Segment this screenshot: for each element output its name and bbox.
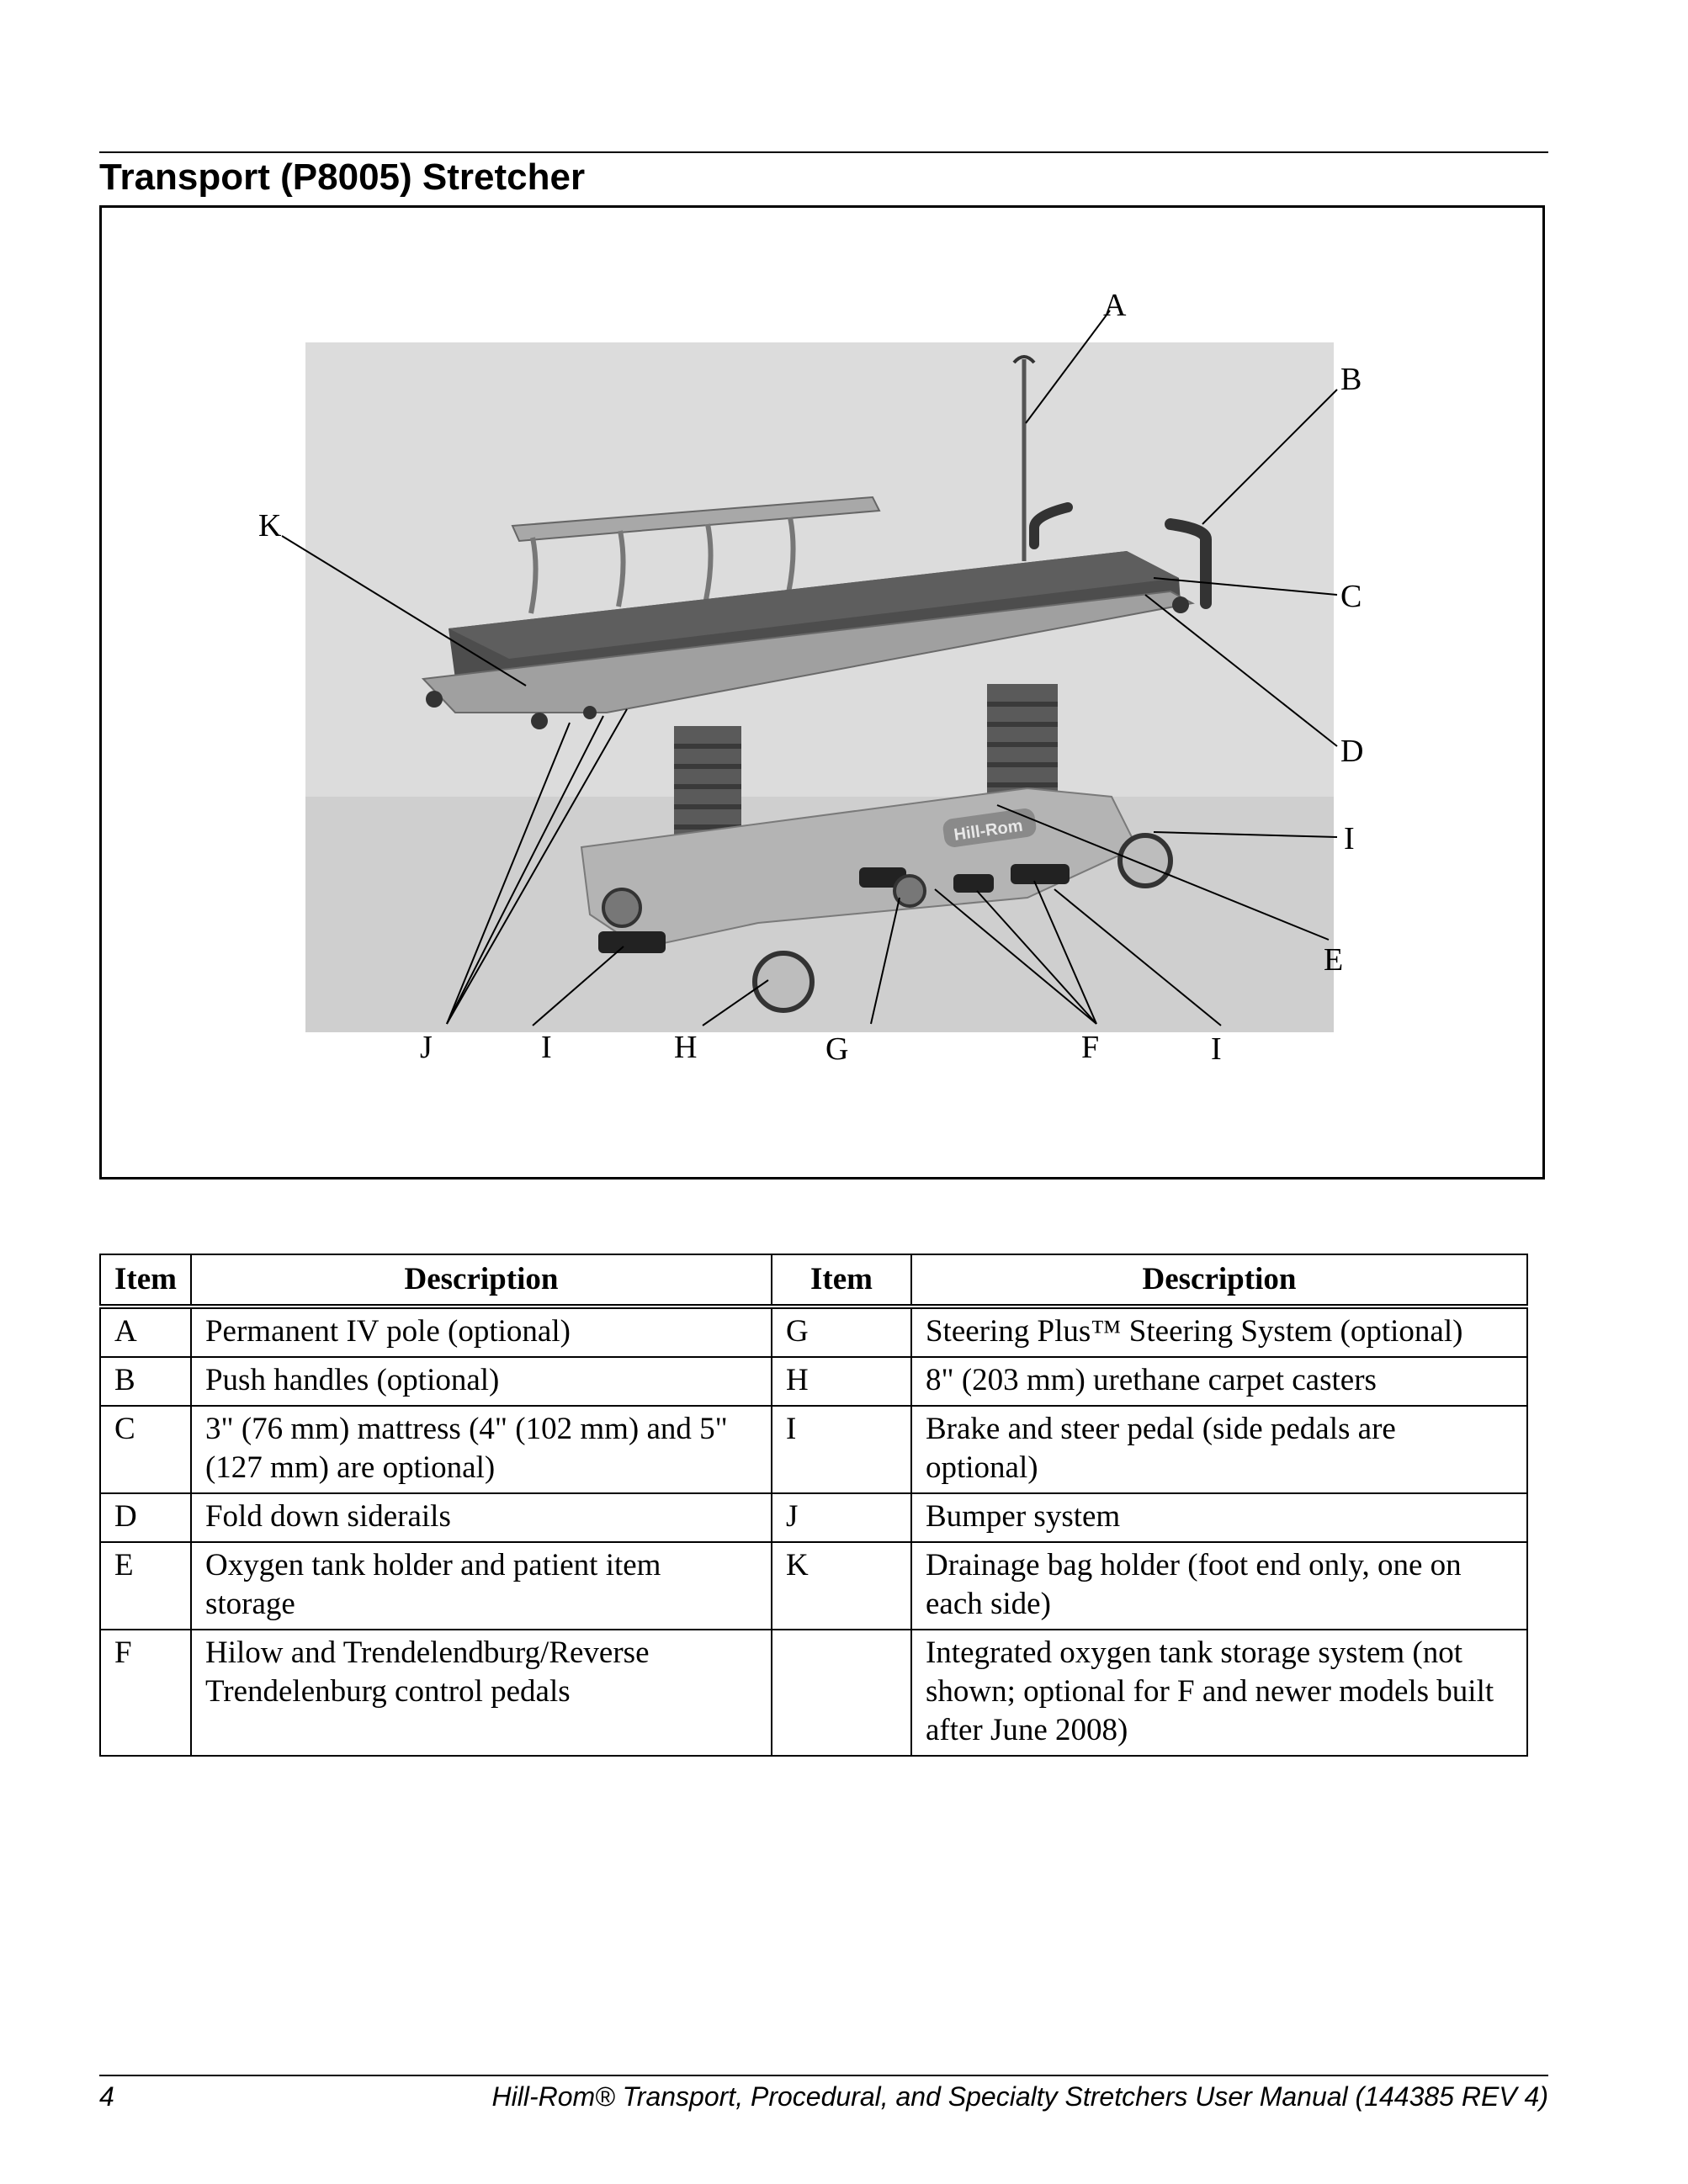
item-code: E [100,1542,191,1630]
item-description: 8" (203 mm) urethane carpet casters [911,1357,1527,1406]
callout-j: J [420,1030,433,1065]
page-number: 4 [99,2081,114,2112]
item-description: Hilow and Trendelendburg/Reverse Trendelenburg control pedals [191,1630,772,1756]
callout-i-left: I [541,1030,552,1065]
header-item-1: Item [100,1254,191,1307]
caster-rear-left [603,889,640,926]
callout-a: A [1103,288,1127,323]
item-code: I [772,1406,911,1493]
caster-back [1120,835,1170,886]
callout-i-right: I [1344,821,1355,856]
item-description: Drainage bag holder (foot end only, one on each side) [911,1542,1527,1630]
item-code: A [100,1307,191,1357]
item-code: B [100,1357,191,1406]
header-item-2: Item [772,1254,911,1307]
bumper-3 [583,706,597,719]
item-description: Permanent IV pole (optional) [191,1307,772,1357]
footer-title: Hill-Rom® Transport, Procedural, and Specialty Stretchers User Manual (144385 REV 4) [491,2081,1548,2112]
item-code [772,1630,911,1756]
item-code: F [100,1630,191,1756]
callout-e: E [1324,942,1344,978]
callout-b: B [1340,362,1362,397]
bumper-4 [1172,596,1189,613]
item-description: Integrated oxygen tank storage system (not shown; optional for F and newer models built after June 2008) [911,1630,1527,1756]
footer-rule [99,2075,1548,2076]
figure-frame [99,205,1545,1179]
item-description-table [99,1254,1528,1757]
callout-h: H [674,1030,698,1065]
item-code: H [772,1357,911,1406]
item-code: C [100,1406,191,1493]
item-code: J [772,1493,911,1542]
callout-g: G [825,1031,849,1067]
pedal-control-1 [953,874,994,893]
item-description: Steering Plus™ Steering System (optional) [911,1307,1527,1357]
callout-i-bottom: I [1211,1031,1222,1067]
callout-k: K [258,508,282,543]
pedal-side [598,931,666,953]
section-title: Transport (P8005) Stretcher [99,156,586,198]
pedal-control-2 [1011,864,1070,884]
header-rule [99,151,1548,153]
table-row [100,1493,1527,1542]
stretcher-figure [102,208,1542,1177]
table-row [100,1630,1527,1756]
bumper-1 [426,691,443,708]
callout-c: C [1340,579,1362,614]
table-row [100,1542,1527,1630]
callout-f: F [1081,1030,1100,1065]
item-description: Fold down siderails [191,1493,772,1542]
item-description: Push handles (optional) [191,1357,772,1406]
table-row [100,1307,1527,1357]
bumper-2 [531,713,548,729]
item-description: Brake and steer pedal (side pedals are optional) [911,1406,1527,1493]
header-description-2: Description [911,1254,1527,1307]
table-header-row [100,1254,1527,1307]
table-row [100,1406,1527,1493]
item-description: 3" (76 mm) mattress (4" (102 mm) and 5" (127 mm) are optional) [191,1406,772,1493]
item-code: D [100,1493,191,1542]
item-code: K [772,1542,911,1630]
item-code: G [772,1307,911,1357]
table-row [100,1357,1527,1406]
header-description-1: Description [191,1254,772,1307]
item-description: Oxygen tank holder and patient item storage [191,1542,772,1630]
base-logo: Hill-Rom [953,816,1024,845]
callout-d: D [1340,734,1364,769]
item-description: Bumper system [911,1493,1527,1542]
caster-front [755,953,812,1010]
